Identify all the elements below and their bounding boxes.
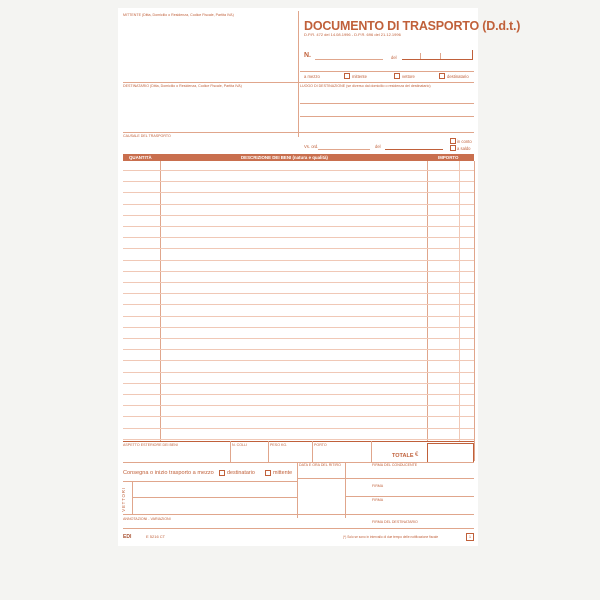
total-amount-field[interactable]	[427, 443, 474, 463]
sender-label: MITTENTE (Ditta, Domicilio o Residenza, Codice Fiscale, Partita IVA)	[123, 13, 234, 17]
in-conto-checkbox[interactable]	[450, 138, 456, 144]
goods-table-header	[123, 154, 474, 161]
table-right-border	[474, 161, 475, 461]
form-code: E 5216 CT	[146, 534, 166, 539]
carrier-rule	[132, 497, 297, 498]
carrier-signature-label-2: FIRMA	[372, 498, 384, 502]
table-row[interactable]	[123, 293, 474, 294]
order-date-input[interactable]	[385, 140, 443, 150]
recipient-label: DESTINATARIO (Ditta, Domicilio o Residenza, Codice Fiscale, Partita IVA)	[123, 84, 242, 88]
header-divider	[298, 11, 299, 137]
vettore-option-label: vettore	[402, 74, 415, 79]
table-row[interactable]	[123, 416, 474, 417]
mittente-checkbox[interactable]	[344, 73, 350, 79]
table-row[interactable]	[123, 439, 474, 440]
table-row[interactable]	[123, 372, 474, 373]
rule	[297, 478, 474, 479]
rule	[345, 496, 474, 497]
a-saldo-label: a saldo	[457, 146, 471, 151]
table-row[interactable]	[123, 226, 474, 227]
carriers-label-box	[119, 485, 127, 513]
footer-divider	[371, 441, 372, 462]
euro-symbol: €	[415, 452, 419, 458]
total-label: TOTALE	[392, 453, 414, 459]
amount-header: IMPORTO	[438, 154, 459, 160]
mittente-option-label: mittente	[352, 74, 367, 79]
table-row[interactable]	[123, 304, 474, 305]
document-number-input[interactable]	[315, 59, 383, 60]
rule	[123, 528, 474, 529]
order-date-label: del	[375, 144, 381, 149]
table-row[interactable]	[123, 349, 474, 350]
recipient-signature-label: FIRMA DEL DESTINATARIO	[372, 520, 418, 524]
carrier-signature-label: FIRMA	[372, 484, 384, 488]
delivery-destinatario-checkbox[interactable]	[219, 470, 225, 476]
table-row[interactable]	[123, 360, 474, 361]
date-tick	[440, 53, 441, 59]
date-tick	[420, 53, 421, 59]
table-row[interactable]	[123, 271, 474, 272]
table-row[interactable]	[123, 316, 474, 317]
footnote: (*) Solo se sono in intervallo di due tempo delle notificazione fiscale	[343, 535, 439, 539]
table-row[interactable]	[123, 248, 474, 249]
in-conto-label: in conto	[457, 139, 472, 144]
page-number: 1	[466, 533, 474, 541]
table-row[interactable]	[123, 394, 474, 395]
carriers-label: VETTORI	[120, 487, 126, 512]
transport-reason-label: CAUSALE DEL TRASPORTO	[123, 134, 171, 138]
table-row[interactable]	[123, 237, 474, 238]
rule	[300, 71, 474, 72]
table-row[interactable]	[123, 192, 474, 193]
vettore-checkbox[interactable]	[394, 73, 400, 79]
delivery-mittente-checkbox[interactable]	[265, 470, 271, 476]
rule	[123, 481, 297, 482]
transport-reason-field[interactable]	[123, 140, 295, 152]
table-row[interactable]	[123, 204, 474, 205]
delivery-label: Consegna o inizio trasporto a mezzo	[123, 470, 214, 476]
table-row[interactable]	[123, 260, 474, 261]
footer-divider	[268, 441, 269, 462]
document-number-label: N.	[304, 52, 311, 59]
destination-label: LUOGO DI DESTINAZIONE (se diverso dal domicilio o residenza del destinatario)	[300, 84, 431, 88]
order-ref-label: Vs. ord.	[304, 144, 319, 149]
rule	[123, 82, 474, 83]
table-row[interactable]	[123, 338, 474, 339]
delivery-mittente-label: mittente	[273, 470, 293, 476]
table-row[interactable]	[123, 383, 474, 384]
document-subtitle: D.P.R. 472 del 14.08.1996 - D.P.R. 696 del 21.12.1996	[304, 32, 401, 37]
table-row[interactable]	[123, 215, 474, 216]
footer-divider	[230, 441, 231, 462]
table-row[interactable]	[123, 170, 474, 171]
order-ref-input[interactable]	[318, 149, 370, 150]
pickup-datetime-label: DATA E ORA DEL RITIRO	[299, 463, 341, 467]
notes-label: ANNOTAZIONI - VARIAZIONI	[123, 517, 171, 521]
driver-signature-label: FIRMA DEL CONDUCENTE	[372, 463, 418, 467]
brand-mark: EDI	[123, 534, 132, 540]
a-saldo-checkbox[interactable]	[450, 145, 456, 151]
rule	[123, 132, 474, 133]
quantity-header: QUANTITÀ	[129, 154, 152, 160]
delivery-destinatario-label: destinatario	[227, 470, 255, 476]
destinatario-option-label: destinatario	[447, 74, 469, 79]
sender-field[interactable]	[123, 20, 295, 82]
destinatario-checkbox[interactable]	[439, 73, 445, 79]
destination-rule	[300, 116, 474, 117]
table-row[interactable]	[123, 181, 474, 182]
document-date-input[interactable]	[402, 50, 473, 60]
carriage-label: PORTO	[314, 443, 327, 447]
appearance-label: ASPETTO ESTERIORE DEI BENI	[123, 443, 178, 447]
transport-by-label: a mezzo	[304, 74, 320, 79]
footer-divider	[312, 441, 313, 462]
rule	[123, 441, 474, 442]
document-date-label: del	[391, 55, 397, 60]
table-row[interactable]	[123, 282, 474, 283]
footer-divider	[297, 462, 298, 518]
description-header: DESCRIZIONE DEI BENI (natura e qualità)	[241, 154, 328, 160]
table-row[interactable]	[123, 327, 474, 328]
packages-label: N. COLLI	[232, 443, 247, 447]
table-row[interactable]	[123, 405, 474, 406]
destination-field[interactable]	[300, 90, 474, 130]
rule	[123, 514, 474, 515]
recipient-field[interactable]	[123, 90, 295, 130]
weight-label: PESO KG.	[270, 443, 288, 447]
document-title: DOCUMENTO DI TRASPORTO (D.d.t.)	[304, 19, 521, 33]
table-row[interactable]	[123, 428, 474, 429]
destination-rule	[300, 103, 474, 104]
footer-divider	[345, 462, 346, 518]
